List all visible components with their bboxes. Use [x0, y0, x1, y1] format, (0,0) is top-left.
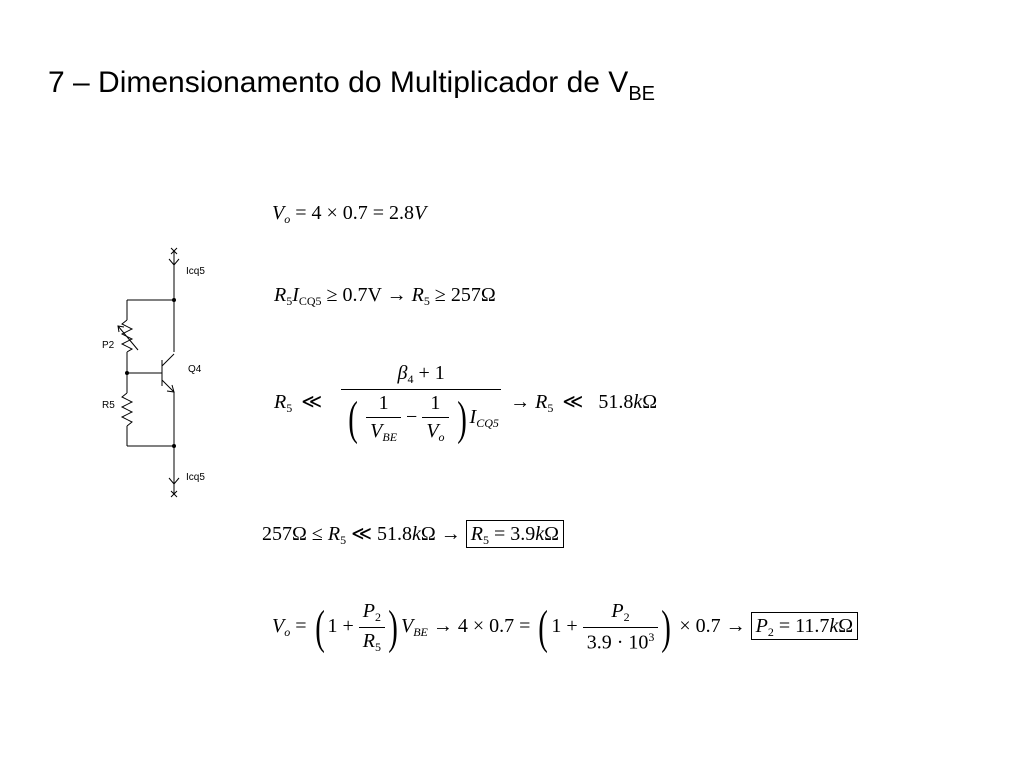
- equation-p2: $V_o$ = ( 1 + $\frac{P_2}{R_5}$ ) $V_{BE} \to 4 \times 0.7$ = ( 1 + $\frac{P_2}{3.9 \cdot 10^3}$ ) × $0.7 \to P_2 = 11.7k\Omega$: [272, 600, 858, 655]
- equation-vo: $V_o = 4 \times 0.7 = 2.8V$: [272, 202, 427, 226]
- p2-label: P2: [102, 340, 115, 351]
- vbe-multiplier-circuit: [92, 240, 222, 505]
- slide-title: [48, 66, 655, 106]
- p2-result-box: $P_2 = 11.7k\Omega$: [751, 612, 859, 640]
- q4-label: Q4: [188, 364, 202, 375]
- p2-potentiometer: [122, 320, 132, 352]
- slide-title-text: 7 – Dimensionamento do Multiplicador de V: [48, 66, 629, 99]
- r5-resistor: [122, 393, 132, 426]
- slide-title-subscript: BE: [628, 83, 655, 105]
- equation-r5-choice: $257\Omega \le R_5$ ≪ $51.8k\Omega \to R_5 = 3.9k\Omega$: [262, 521, 564, 548]
- equation-r5-max: $R_5$ ≪ $\beta_4 + 1$ ( $\frac{1}{V_{BE}}$ − $\frac{1}{V_o}$ ) $I_{CQ5}$ → $R_5$ ≪ 51.8kΩ: [274, 362, 658, 445]
- equation-r5-min: $R_5I_{CQ5} \ge 0.7V \to R_5 \ge 257\Omega$: [274, 284, 496, 308]
- icq5-top-label: Icq5: [186, 266, 205, 277]
- icq5-bottom-label: Icq5: [186, 472, 205, 483]
- r5-label: R5: [102, 400, 115, 411]
- r5-result-box: $R_5 = 3.9k\Omega$: [466, 520, 564, 548]
